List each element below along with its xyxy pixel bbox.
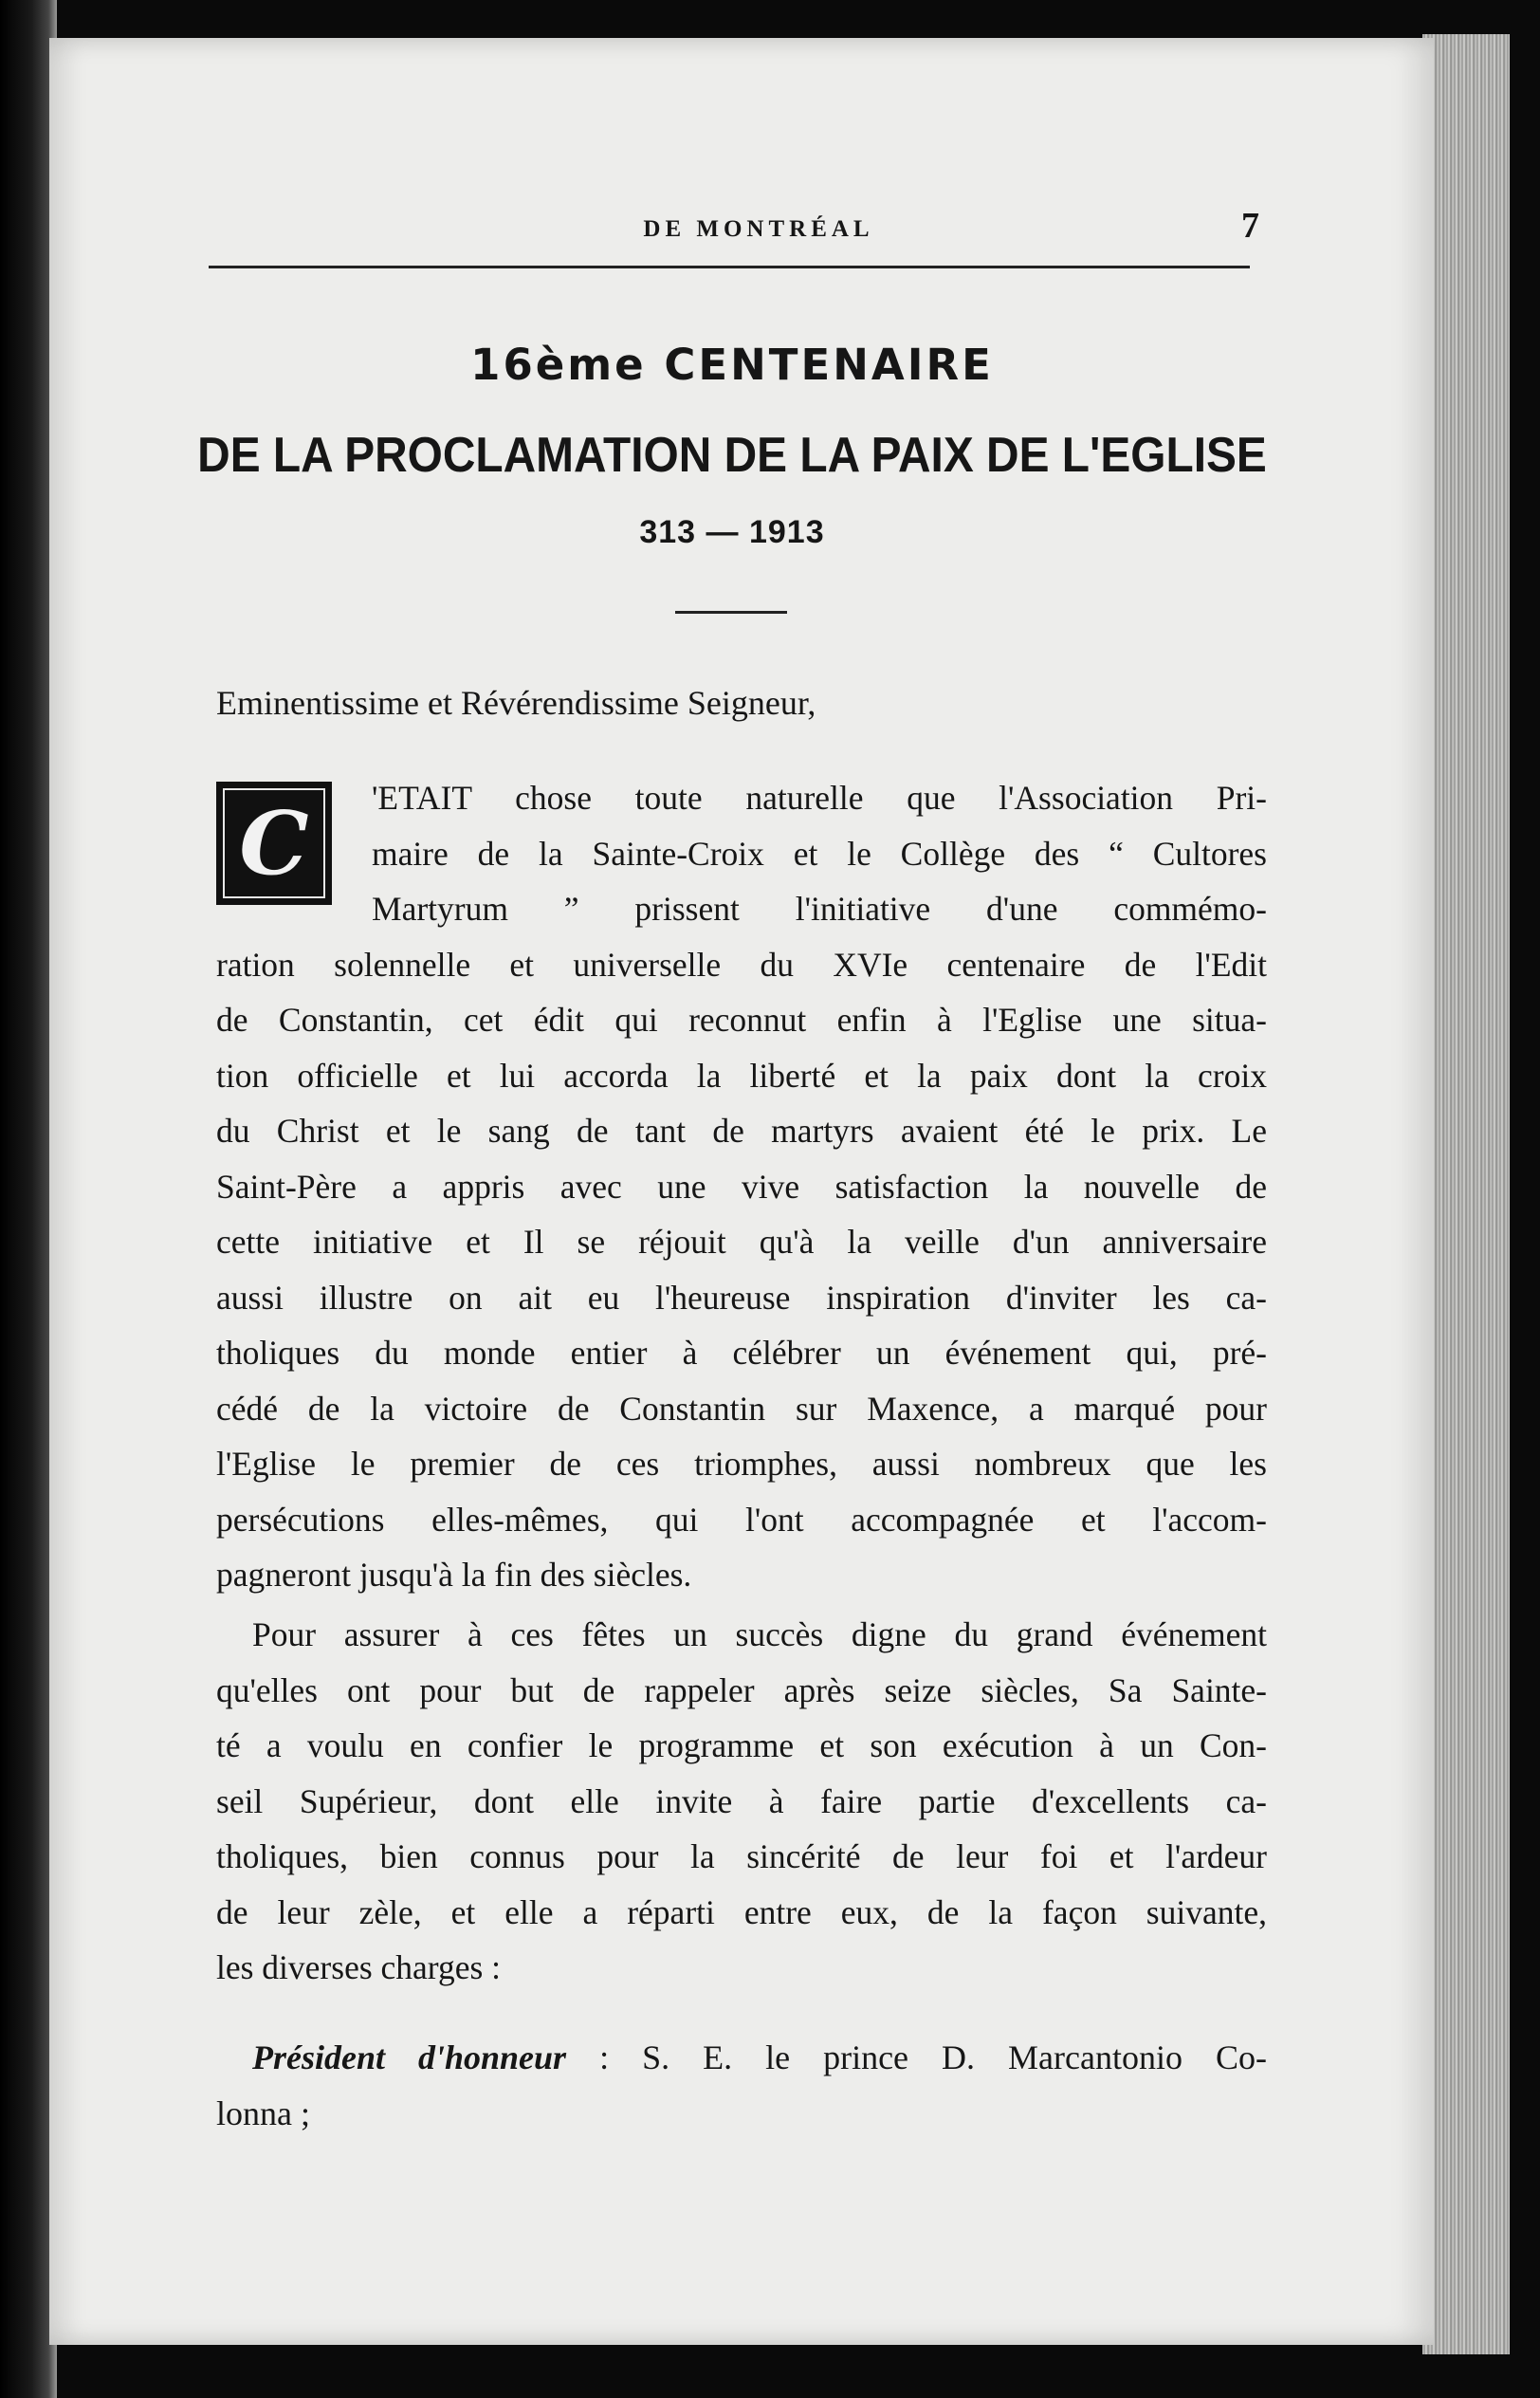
paragraph-line: ration solennelle et universelle du XVIe centenaire de l'Edit	[216, 945, 1267, 984]
paragraph-line: de leur zèle, et elle a réparti entre eux, de la façon suivante,	[216, 1892, 1267, 1931]
paragraph-2	[216, 1607, 1267, 1996]
paragraph-line: pagneront jusqu'à la fin des siècles.	[216, 1556, 692, 1594]
heading-years: 313 — 1913	[639, 514, 825, 550]
running-head-title: DE MONTRÉAL	[643, 216, 874, 242]
running-head	[209, 206, 1259, 254]
drop-cap-letter: C	[223, 788, 325, 898]
page-sheet	[49, 38, 1434, 2345]
paragraph-1	[216, 770, 1267, 1603]
salutation: Eminentissime et Révérendissime Seigneur,	[216, 684, 816, 722]
page-number: 7	[1241, 206, 1259, 246]
paragraph-line: tholiques, bien connus pour la sincérité de leur foi et l'ardeur	[216, 1837, 1267, 1875]
header-rule	[209, 266, 1250, 268]
paragraph-line: l'Eglise le premier de ces triomphes, aussi nombreux que les	[216, 1445, 1267, 1483]
book-gutter	[0, 0, 57, 2398]
paragraph-line: tion officielle et lui accorda la liberté et la paix dont la croix	[216, 1056, 1267, 1095]
honorary-president-label: Président d'honneur	[252, 2038, 567, 2076]
paragraph-line	[216, 2030, 1267, 2086]
paragraph-line: de Constantin, cet édit qui reconnut enfin à l'Eglise une situa-	[216, 1001, 1267, 1039]
paragraph-line: aussi illustre on ait eu l'heureuse inspiration d'inviter les ca-	[216, 1278, 1267, 1317]
heading-centenary: 16ème CENTENAIRE	[470, 340, 994, 390]
paragraph-line: Martyrum ” prissent l'initiative d'une commémo-	[372, 890, 1267, 928]
paragraph-line: persécutions elles-mêmes, qui l'ont accompagnée et l'accom-	[216, 1500, 1267, 1539]
paragraph-line: Saint-Père a appris avec une vive satisfaction la nouvelle de	[216, 1167, 1267, 1206]
paragraph-line: 'ETAIT chose toute naturelle que l'Association Pri-	[372, 779, 1267, 817]
paragraph-line: maire de la Sainte-Croix et le Collège des “ Cultores	[372, 834, 1267, 873]
heading-proclamation: DE LA PROCLAMATION DE LA PAIX DE L'EGLISE	[197, 428, 1267, 483]
paragraph-line: les diverses charges :	[216, 1948, 502, 1986]
paragraph-line: tholiques du monde entier à célébrer un événement qui, pré-	[216, 1334, 1267, 1372]
paragraph-line: té a voulu en confier le programme et son exécution à un Con-	[216, 1726, 1267, 1764]
paragraph-3	[216, 2030, 1267, 2141]
paragraph-line: qu'elles ont pour but de rappeler après seize siècles, Sa Sainte-	[216, 1670, 1267, 1709]
paragraph-line: cédé de la victoire de Constantin sur Maxence, a marqué pour	[216, 1389, 1267, 1428]
heading-divider	[675, 611, 787, 614]
honorary-president-name: : S. E. le prince D. Marcantonio Co-	[566, 2038, 1267, 2076]
paragraph-line: du Christ et le sang de tant de martyrs avaient été le prix. Le	[216, 1112, 1267, 1150]
paragraph-line: seil Supérieur, dont elle invite à faire partie d'excellents ca-	[216, 1781, 1267, 1820]
page-edges	[1422, 34, 1510, 2354]
paragraph-line: Pour assurer à ces fêtes un succès digne du grand événement	[252, 1615, 1267, 1653]
paragraph-line: lonna ;	[216, 2094, 310, 2132]
paragraph-line: cette initiative et Il se réjouit qu'à la veille d'un anniversaire	[216, 1223, 1267, 1261]
